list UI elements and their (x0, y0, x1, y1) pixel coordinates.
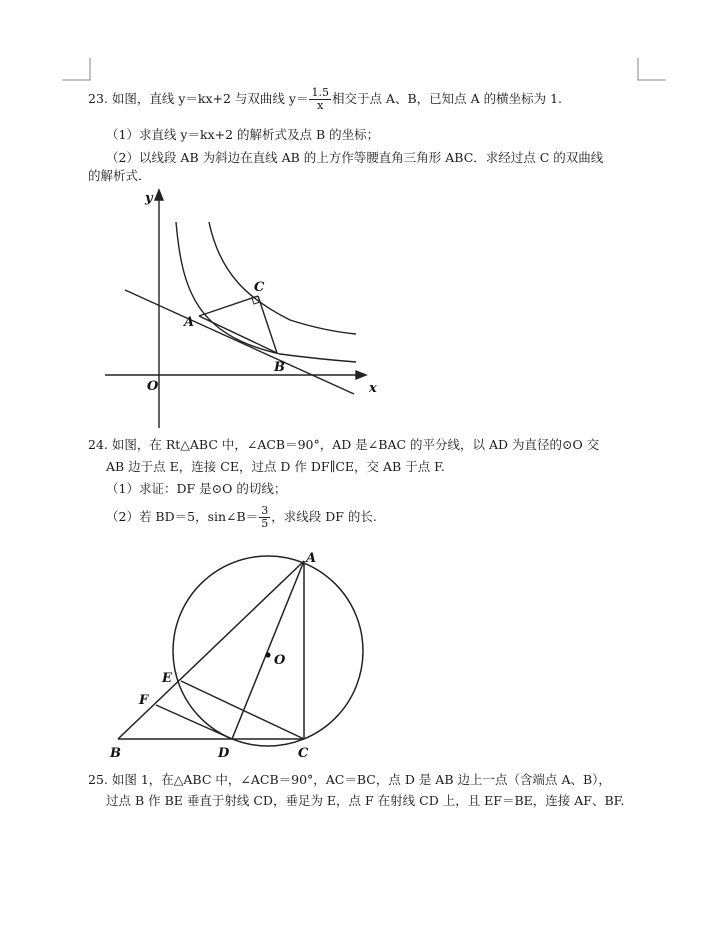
q23-label-x: x (369, 381, 377, 396)
q23-part1: （1）求直线 y＝kx+2 的解析式及点 B 的坐标； (106, 127, 380, 142)
q25-line2: 过点 B 作 BE 垂直于射线 CD，垂足为 E，点 F 在射线 CD 上，且 EF＝BE，连接 AF、BF. (106, 793, 625, 808)
q23-label-a: A (184, 315, 195, 330)
q23-label-y: y (145, 191, 153, 206)
q23-fraction-numerator: 1.5 (311, 86, 329, 99)
q24-label-d: D (218, 746, 230, 761)
q24-label-a: A (306, 551, 317, 566)
q24-label-e: E (162, 671, 172, 686)
q24-center-dot (265, 652, 270, 657)
q24-part1: （1）求证：DF 是⊙O 的切线； (106, 481, 287, 496)
q24-segment-ad (232, 561, 304, 739)
q24-line1: 24. 如图，在 Rt△ABC 中，∠ACB＝90°，AD 是∠BAC 的平分线，以 AD 为直径的⊙O 交 (88, 437, 600, 452)
q24-label-c: C (298, 746, 309, 761)
q24-segment-ce (181, 681, 304, 739)
q23-stem-prefix: 23. 如图，直线 y＝kx+2 与双曲线 y＝ (88, 91, 309, 106)
q23-label-c: C (254, 280, 265, 295)
q24-line2: AB 边于点 E，连接 CE，过点 D 作 DF∥CE，交 AB 于点 F. (106, 459, 445, 474)
q25-line1: 25. 如图 1，在△ABC 中，∠ACB＝90°，AC＝BC，点 D 是 AB 边上一点（含端点 A、B）， (88, 772, 611, 787)
q24-fraction-numerator: 3 (261, 504, 269, 517)
q24-label-f: F (139, 693, 149, 708)
q24-label-b: B (110, 746, 121, 761)
q23-stem-suffix: 相交于点 A、B，已知点 A 的横坐标为 1. (331, 91, 563, 106)
q24-label-o: O (274, 653, 286, 668)
q23-label-o: O (147, 379, 159, 394)
q24-segment-ab (118, 561, 304, 739)
q24-part2-suffix: ，求线段 DF 的长. (271, 509, 377, 524)
q24-part2-prefix: （2）若 BD＝5，sin∠B＝ (106, 509, 259, 524)
q23-part2-line1: （2）以线段 AB 为斜边在直线 AB 的上方作等腰直角三角形 ABC．求经过点 C 的双曲线 (106, 150, 604, 165)
q23-fraction-denominator: x (317, 99, 324, 112)
q23-label-b: B (274, 360, 285, 375)
q24-fraction-denominator: 5 (261, 517, 269, 530)
q23-part2-line2: 的解析式． (88, 168, 151, 183)
